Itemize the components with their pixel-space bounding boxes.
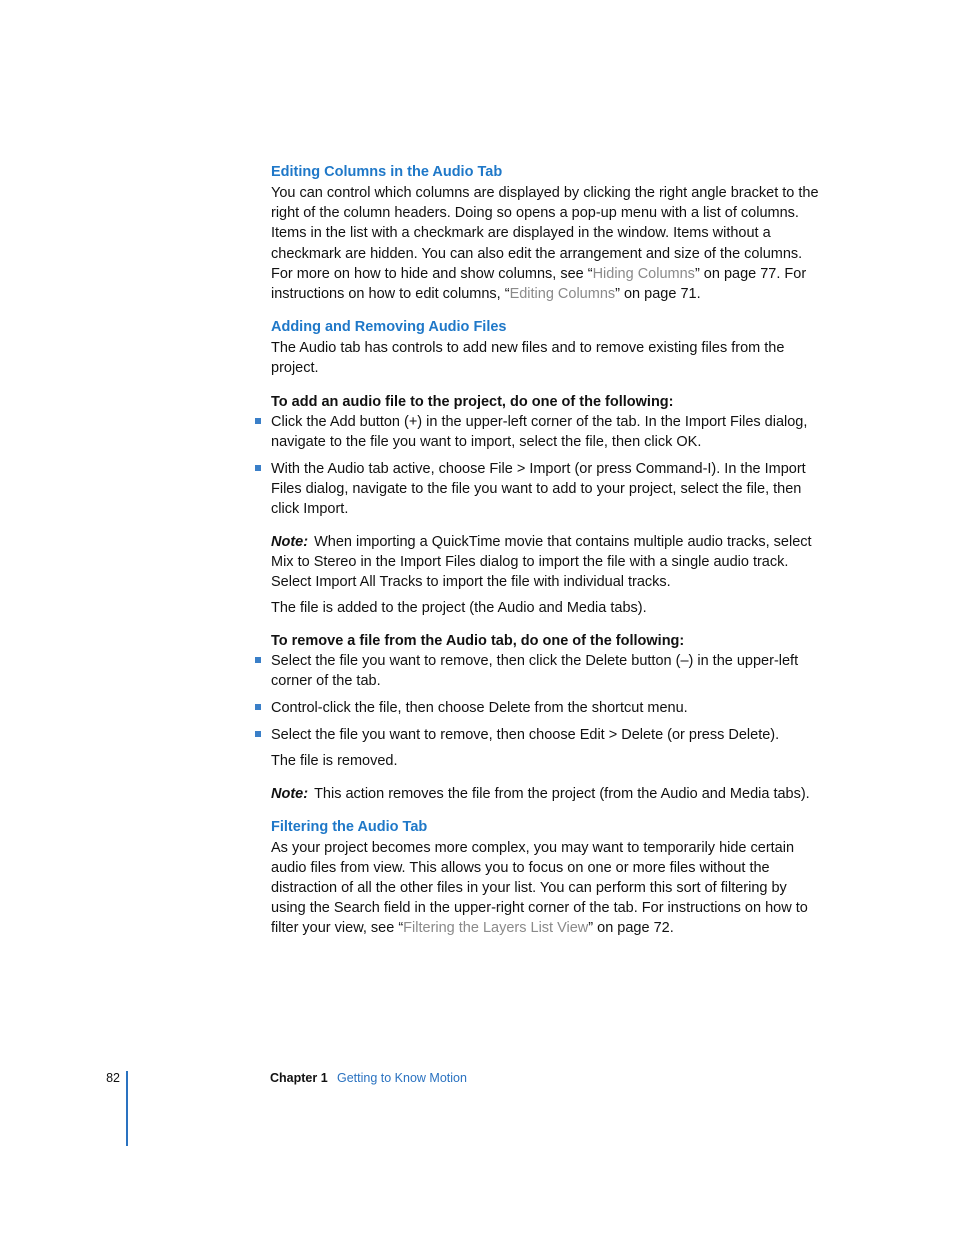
note-text: This action removes the file from the project (from the Audio and Media tabs).: [314, 785, 810, 802]
filtering-body: [271, 838, 823, 939]
editing-columns-text-c: ” on page 71.: [615, 286, 701, 303]
add-item-text: Click the Add button (+) in the upper-left corner of the tab. In the Import Files dialog, navigate to the file you want to import, select the file, then click OK.: [271, 413, 808, 450]
list-item: [271, 412, 823, 452]
editing-columns-text-a: You can control which columns are displayed by clicking the right angle bracket to the right of the column headers. Doing so opens a pop-up menu with a list of columns. Items in the list with a checkmark are displayed in the window. Items without a checkmark are hidden. You can also edit the arrangement and size of the columns. For more on how to hide and show columns, see “: [271, 185, 819, 282]
square-bullet-icon: [255, 704, 261, 710]
square-bullet-icon: [255, 657, 261, 663]
link-filtering-layers-list[interactable]: Filtering the Layers List View: [403, 920, 589, 937]
square-bullet-icon: [255, 465, 261, 471]
list-item: [271, 725, 823, 745]
editing-columns-text-b: ” on page 77. For instructions on how to edit columns, “: [271, 265, 807, 303]
section-heading-adding-removing: Adding and Removing Audio Files: [271, 319, 507, 336]
add-file-list: [271, 412, 823, 520]
remove-item-text: Control-click the file, then choose Delete from the shortcut menu.: [271, 699, 688, 716]
remove-file-list: [271, 651, 823, 745]
square-bullet-icon: [255, 731, 261, 737]
note-label: Note:: [271, 785, 309, 802]
square-bullet-icon: [255, 418, 261, 424]
footer-chapter-title: Getting to Know Motion: [337, 1071, 467, 1085]
adding-removing-body: The Audio tab has controls to add new files and to remove existing files from the project.: [271, 340, 785, 377]
section-heading-editing-columns: Editing Columns in the Audio Tab: [271, 164, 503, 180]
add-item-text: With the Audio tab active, choose File > Import (or press Command-I). In the Import Files dialog, navigate to the file you want to add to your project, select the file, then click Import.: [271, 460, 806, 517]
file-removed-result: The file is removed.: [271, 753, 398, 770]
remove-file-lead: To remove a file from the Audio tab, do one of the following:: [271, 632, 685, 649]
note-remove-action: [271, 784, 823, 804]
filtering-text-a: As your project becomes more complex, you may want to temporarily hide certain audio files from view. This allows you to focus on one or more files without the distraction of all the other files in your list. You can perform this sort of filtering by using the Search field in the upper-right corner of the tab. For instructions on how to filter your view, see “: [271, 839, 808, 937]
editing-columns-body: [271, 183, 823, 304]
file-added-result: The file is added to the project (the Audio and Media tabs).: [271, 600, 647, 617]
page-content: [271, 162, 823, 939]
link-editing-columns[interactable]: Editing Columns: [509, 286, 616, 303]
filtering-text-b: ” on page 72.: [588, 920, 674, 937]
list-item: [271, 698, 823, 718]
page-number: 82: [106, 1071, 120, 1085]
link-hiding-columns[interactable]: Hiding Columns: [592, 265, 695, 282]
footer-chapter-label: Chapter 1: [270, 1071, 328, 1085]
list-item: [271, 459, 823, 520]
note-label: Note:: [271, 533, 309, 550]
add-file-lead: To add an audio file to the project, do one of the following:: [271, 393, 674, 410]
list-item: [271, 651, 823, 691]
remove-item-text: Select the file you want to remove, then choose Edit > Delete (or press Delete).: [271, 726, 780, 743]
note-text: When importing a QuickTime movie that contains multiple audio tracks, select Mix to Stereo in the Import Files dialog to import the file with a single audio track. Select Import All Tracks to import the file with individual tracks.: [271, 533, 812, 591]
note-import-quicktime: [271, 532, 823, 593]
footer-divider: [126, 1071, 128, 1146]
section-heading-filtering: Filtering the Audio Tab: [271, 818, 428, 835]
remove-item-text: Select the file you want to remove, then click the Delete button (–) in the upper-left corner of the tab.: [271, 652, 799, 690]
